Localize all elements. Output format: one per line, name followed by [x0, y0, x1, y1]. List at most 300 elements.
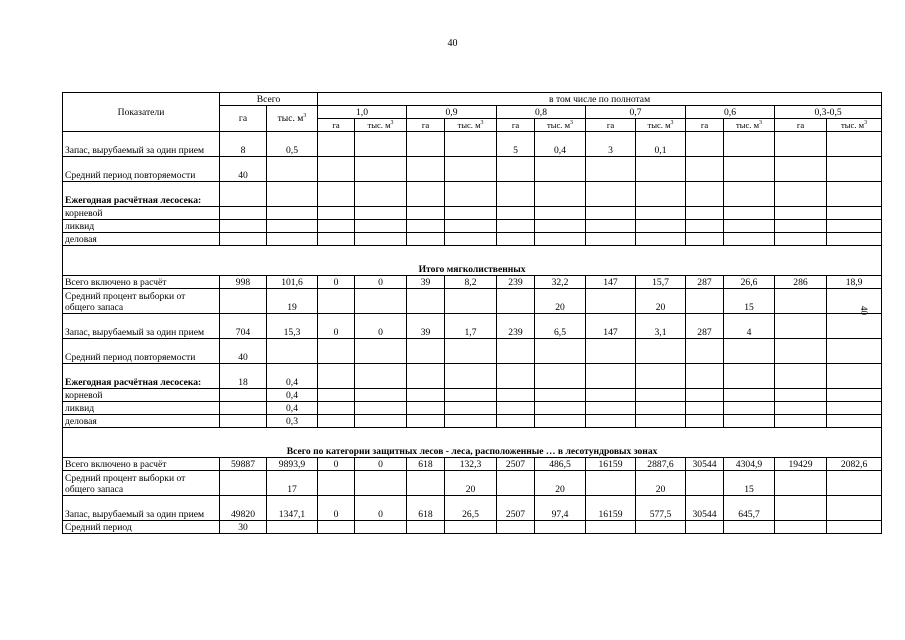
- header-unit-ha: га: [686, 119, 724, 132]
- table-cell: [407, 207, 445, 220]
- table-cell: 132,3: [445, 458, 497, 471]
- table-cell: [586, 289, 636, 314]
- table-cell: 19: [267, 289, 318, 314]
- table-cell: 16159: [586, 458, 636, 471]
- table-cell: [724, 220, 775, 233]
- table-cell: 4: [724, 314, 775, 339]
- table-cell: [724, 415, 775, 428]
- table-cell: [355, 389, 407, 402]
- table-cell: [497, 157, 535, 182]
- table-cell: [355, 471, 407, 496]
- table-row: [63, 157, 882, 182]
- table-cell: [318, 364, 355, 389]
- table-cell: 18,9: [827, 276, 882, 289]
- table-cell: [827, 389, 882, 402]
- row-label: ликвид: [63, 402, 220, 415]
- header-unit-ha: га: [775, 119, 827, 132]
- table-cell: [686, 471, 724, 496]
- row-label: Всего включено в расчёт: [63, 276, 220, 289]
- table-cell: [267, 339, 318, 364]
- table-cell: [586, 233, 636, 246]
- header-unit-thous: тыс. $м^3$: [355, 119, 407, 132]
- table-cell: [318, 207, 355, 220]
- table-row: [63, 132, 882, 157]
- table-cell: [318, 182, 355, 207]
- table-cell: 2507: [497, 458, 535, 471]
- header-density: 0,6: [686, 106, 775, 119]
- table-cell: [636, 415, 686, 428]
- table-cell: [724, 182, 775, 207]
- header-unit-thous: тыс. $м^3$: [636, 119, 686, 132]
- table-cell: [586, 415, 636, 428]
- table-cell: [267, 157, 318, 182]
- table-cell: [636, 339, 686, 364]
- table-cell: 19429: [775, 458, 827, 471]
- header-density: 1,0: [318, 106, 407, 119]
- row-label: ликвид: [63, 220, 220, 233]
- table-cell: [445, 521, 497, 534]
- table-cell: 101,6: [267, 276, 318, 289]
- table-cell: [775, 220, 827, 233]
- table-cell: [686, 182, 724, 207]
- table-cell: 30: [220, 521, 267, 534]
- table-cell: 0,4: [267, 364, 318, 389]
- table-cell: 20: [445, 471, 497, 496]
- table-cell: [724, 402, 775, 415]
- table-cell: [355, 132, 407, 157]
- table-cell: 286: [775, 276, 827, 289]
- table-cell: [497, 207, 535, 220]
- header-total: Всего: [220, 93, 318, 106]
- table-cell: [775, 182, 827, 207]
- table-cell: [318, 389, 355, 402]
- table-row: [63, 389, 882, 402]
- header-unit-thous: тыс. $м^3$: [827, 119, 882, 132]
- table-cell: [535, 182, 586, 207]
- table-cell: [827, 364, 882, 389]
- table-cell: [535, 233, 586, 246]
- table-cell: [497, 389, 535, 402]
- table-cell: [775, 521, 827, 534]
- section-title: Итого мягколиственных: [63, 246, 882, 276]
- table-cell: 2887,6: [636, 458, 686, 471]
- table-cell: [355, 289, 407, 314]
- table-cell: [775, 364, 827, 389]
- table-cell: [586, 220, 636, 233]
- table-cell: 704: [220, 314, 267, 339]
- table-cell: [586, 157, 636, 182]
- table-cell: 0,4: [535, 132, 586, 157]
- table-cell: [586, 339, 636, 364]
- table-cell: [407, 157, 445, 182]
- table-cell: [827, 220, 882, 233]
- table-cell: [355, 364, 407, 389]
- table-cell: 15: [724, 289, 775, 314]
- table-cell: 147: [586, 276, 636, 289]
- table-row: [63, 182, 882, 207]
- table-cell: 17: [267, 471, 318, 496]
- table-cell: [355, 415, 407, 428]
- table-cell: [318, 339, 355, 364]
- table-cell: 0: [355, 314, 407, 339]
- row-label: Всего включено в расчёт: [63, 458, 220, 471]
- table-cell: [724, 339, 775, 364]
- table-cell: [267, 521, 318, 534]
- table-row: [63, 339, 882, 364]
- table-cell: [827, 132, 882, 157]
- header-unit-thous: тыс. $м^3$: [724, 119, 775, 132]
- table-cell: 20: [636, 471, 686, 496]
- table-cell: 0: [318, 276, 355, 289]
- table-cell: [445, 289, 497, 314]
- table-cell: [445, 220, 497, 233]
- table-cell: [775, 471, 827, 496]
- table-cell: [355, 402, 407, 415]
- table-cell: [636, 182, 686, 207]
- table-cell: [636, 389, 686, 402]
- table-cell: [220, 207, 267, 220]
- table-cell: 0: [355, 458, 407, 471]
- row-label: деловая: [63, 415, 220, 428]
- table-cell: [318, 220, 355, 233]
- table-cell: [586, 207, 636, 220]
- table-cell: 16159: [586, 496, 636, 521]
- table-cell: [724, 207, 775, 220]
- table-cell: [686, 402, 724, 415]
- table-cell: 0,5: [267, 132, 318, 157]
- table-cell: [318, 471, 355, 496]
- table-cell: 6,5: [535, 314, 586, 339]
- table-cell: 1,7: [445, 314, 497, 339]
- header-density: 0,7: [586, 106, 686, 119]
- row-label: Запас, вырубаемый за один прием: [63, 496, 220, 521]
- table-cell: [535, 157, 586, 182]
- table-cell: 15,3: [267, 314, 318, 339]
- table-cell: [535, 339, 586, 364]
- table-cell: [407, 415, 445, 428]
- table-cell: [220, 289, 267, 314]
- table-cell: [220, 415, 267, 428]
- table-cell: 32,2: [535, 276, 586, 289]
- table-cell: 0,3: [267, 415, 318, 428]
- table-row: [63, 415, 882, 428]
- table-cell: [267, 233, 318, 246]
- table-cell: 49820: [220, 496, 267, 521]
- table-cell: [586, 364, 636, 389]
- header-total-thous: тыс. $м^3$: [267, 106, 318, 132]
- table-cell: [407, 132, 445, 157]
- table-cell: 9893,9: [267, 458, 318, 471]
- table-cell: [775, 207, 827, 220]
- table-cell: [407, 182, 445, 207]
- table-cell: 39: [407, 276, 445, 289]
- row-label: Средний процент выборки от общего запаса: [63, 471, 220, 496]
- table-cell: 0: [355, 276, 407, 289]
- table-cell: [355, 207, 407, 220]
- table-cell: [407, 521, 445, 534]
- table-cell: 147: [586, 314, 636, 339]
- table-row: [63, 402, 882, 415]
- row-label: деловая: [63, 233, 220, 246]
- table-cell: [407, 220, 445, 233]
- table-cell: 26,6: [724, 276, 775, 289]
- table-cell: [775, 339, 827, 364]
- table-cell: 4304,9: [724, 458, 775, 471]
- table-cell: [318, 233, 355, 246]
- table-cell: [355, 339, 407, 364]
- table-cell: [827, 207, 882, 220]
- table-cell: 15,7: [636, 276, 686, 289]
- table-cell: [775, 496, 827, 521]
- header-indicator: Показатели: [63, 93, 220, 132]
- row-label: Средний период повторяемости: [63, 157, 220, 182]
- table-cell: [775, 389, 827, 402]
- table-cell: [497, 402, 535, 415]
- table-row: [63, 233, 882, 246]
- table-cell: 26,5: [445, 496, 497, 521]
- table-cell: 239: [497, 276, 535, 289]
- table-cell: 998: [220, 276, 267, 289]
- table-cell: [724, 233, 775, 246]
- table-cell: 3: [586, 132, 636, 157]
- table-cell: [535, 207, 586, 220]
- table-cell: 0,4: [267, 402, 318, 415]
- table-cell: [586, 402, 636, 415]
- table-cell: [355, 521, 407, 534]
- table-cell: [535, 389, 586, 402]
- table-cell: [775, 314, 827, 339]
- table-cell: [775, 132, 827, 157]
- table-cell: [586, 389, 636, 402]
- table-cell: 5: [497, 132, 535, 157]
- table-cell: [220, 389, 267, 402]
- table-cell: 30544: [686, 458, 724, 471]
- table-cell: [318, 157, 355, 182]
- table-cell: [636, 402, 686, 415]
- table-row: [63, 276, 882, 289]
- table-cell: [318, 289, 355, 314]
- table-cell: 577,5: [636, 496, 686, 521]
- table-cell: 0,1: [636, 132, 686, 157]
- table-row: [63, 207, 882, 220]
- table-cell: [407, 364, 445, 389]
- table-cell: [497, 364, 535, 389]
- row-label: Средний период повторяемости: [63, 339, 220, 364]
- table-cell: [827, 182, 882, 207]
- page-number: 40: [447, 38, 458, 49]
- table-row: [63, 471, 882, 496]
- header-density: 0,9: [407, 106, 497, 119]
- table-cell: 287: [686, 314, 724, 339]
- table-cell: [445, 132, 497, 157]
- table-cell: [686, 521, 724, 534]
- table-cell: 0: [318, 496, 355, 521]
- table-cell: 618: [407, 458, 445, 471]
- table-cell: [686, 364, 724, 389]
- table-cell: 2507: [497, 496, 535, 521]
- table-cell: [724, 389, 775, 402]
- forest-data-table: [62, 92, 882, 534]
- table-cell: [636, 220, 686, 233]
- row-label: Ежегодная расчётная лесосека:: [63, 364, 220, 389]
- table-cell: [267, 207, 318, 220]
- row-label: Ежегодная расчётная лесосека:: [63, 182, 220, 207]
- table-row: [63, 314, 882, 339]
- table-cell: [355, 182, 407, 207]
- table-cell: [535, 521, 586, 534]
- table-cell: [220, 402, 267, 415]
- table-cell: [497, 220, 535, 233]
- table-cell: [355, 233, 407, 246]
- table-cell: 20: [636, 289, 686, 314]
- table-cell: [636, 207, 686, 220]
- table-cell: [445, 339, 497, 364]
- header-by-density: в том числе по полнотам: [318, 93, 882, 106]
- table-cell: [445, 207, 497, 220]
- table-cell: 0: [318, 458, 355, 471]
- table-cell: [445, 364, 497, 389]
- table-cell: [724, 364, 775, 389]
- table-cell: [535, 415, 586, 428]
- row-label: корневой: [63, 207, 220, 220]
- table-cell: [318, 402, 355, 415]
- table-cell: 0: [355, 496, 407, 521]
- header-unit-ha: га: [407, 119, 445, 132]
- table-cell: [407, 289, 445, 314]
- table-cell: 1347,1: [267, 496, 318, 521]
- table-cell: [355, 220, 407, 233]
- table-cell: [220, 220, 267, 233]
- table-cell: [586, 182, 636, 207]
- table-row: [63, 458, 882, 471]
- table-cell: [827, 402, 882, 415]
- table-cell: [775, 233, 827, 246]
- header-unit-thous: тыс. $м^3$: [535, 119, 586, 132]
- table-cell: 39: [407, 314, 445, 339]
- table-cell: [267, 220, 318, 233]
- table-cell: [497, 339, 535, 364]
- table-cell: [724, 157, 775, 182]
- table-cell: [827, 521, 882, 534]
- table-cell: [407, 471, 445, 496]
- table-cell: [827, 314, 882, 339]
- table-cell: [724, 521, 775, 534]
- table-cell: 3,1: [636, 314, 686, 339]
- table-cell: [535, 220, 586, 233]
- table-cell: [775, 289, 827, 314]
- row-label: Средний период: [63, 521, 220, 534]
- table-cell: [686, 289, 724, 314]
- table-cell: [686, 233, 724, 246]
- table-cell: [445, 389, 497, 402]
- table-cell: [497, 289, 535, 314]
- header-unit-ha: га: [586, 119, 636, 132]
- header-density: 0,3-0,5: [775, 106, 882, 119]
- table-cell: 30544: [686, 496, 724, 521]
- table-row: [63, 220, 882, 233]
- table-cell: [775, 402, 827, 415]
- table-cell: [407, 233, 445, 246]
- table-cell: [586, 521, 636, 534]
- table-cell: [686, 207, 724, 220]
- table-cell: [724, 132, 775, 157]
- header-unit-ha: га: [497, 119, 535, 132]
- table-cell: 486,5: [535, 458, 586, 471]
- table-cell: 20: [535, 289, 586, 314]
- table-cell: [445, 233, 497, 246]
- table-cell: 20: [535, 471, 586, 496]
- table-cell: [497, 521, 535, 534]
- table-cell: 15: [724, 471, 775, 496]
- table-cell: 287: [686, 276, 724, 289]
- header-density: 0,8: [497, 106, 586, 119]
- table-row: [63, 289, 882, 314]
- table-cell: [318, 132, 355, 157]
- table-cell: [355, 157, 407, 182]
- table-cell: 40: [220, 157, 267, 182]
- table-cell: [686, 132, 724, 157]
- table-cell: 0: [318, 314, 355, 339]
- row-label: Средний процент выборки от общего запаса: [63, 289, 220, 314]
- header-unit-thous: тыс. $м^3$: [445, 119, 497, 132]
- table-cell: [445, 402, 497, 415]
- row-label: корневой: [63, 389, 220, 402]
- table-cell: [827, 471, 882, 496]
- table-cell: 618: [407, 496, 445, 521]
- table-cell: [827, 157, 882, 182]
- table-cell: [407, 389, 445, 402]
- table-cell: [445, 415, 497, 428]
- table-cell: 645,7: [724, 496, 775, 521]
- header-total-ha: га: [220, 106, 267, 132]
- table-cell: [220, 471, 267, 496]
- table-cell: [827, 233, 882, 246]
- row-label: Запас, вырубаемый за один прием: [63, 314, 220, 339]
- table-row: [63, 496, 882, 521]
- table-cell: [686, 220, 724, 233]
- table-cell: 59887: [220, 458, 267, 471]
- table-cell: [318, 521, 355, 534]
- table-cell: 0,4: [267, 389, 318, 402]
- table-cell: 2082,6: [827, 458, 882, 471]
- table-cell: [497, 415, 535, 428]
- table-cell: 239: [497, 314, 535, 339]
- table-cell: [535, 364, 586, 389]
- table-cell: [827, 289, 882, 314]
- table-row: [63, 364, 882, 389]
- table-cell: [318, 415, 355, 428]
- table-cell: 8: [220, 132, 267, 157]
- table-cell: [220, 182, 267, 207]
- table-row: [63, 521, 882, 534]
- row-label: Запас, вырубаемый за один прием: [63, 132, 220, 157]
- table-cell: 97,4: [535, 496, 586, 521]
- table-cell: [497, 471, 535, 496]
- table-cell: [686, 339, 724, 364]
- header-unit-ha: га: [318, 119, 355, 132]
- table-cell: [497, 233, 535, 246]
- table-cell: 40: [220, 339, 267, 364]
- table-cell: [827, 339, 882, 364]
- table-cell: [407, 339, 445, 364]
- table-cell: [827, 496, 882, 521]
- table-cell: [636, 521, 686, 534]
- table-cell: [636, 157, 686, 182]
- table-cell: [497, 182, 535, 207]
- table-cell: [220, 233, 267, 246]
- table-cell: [586, 471, 636, 496]
- table-cell: [636, 233, 686, 246]
